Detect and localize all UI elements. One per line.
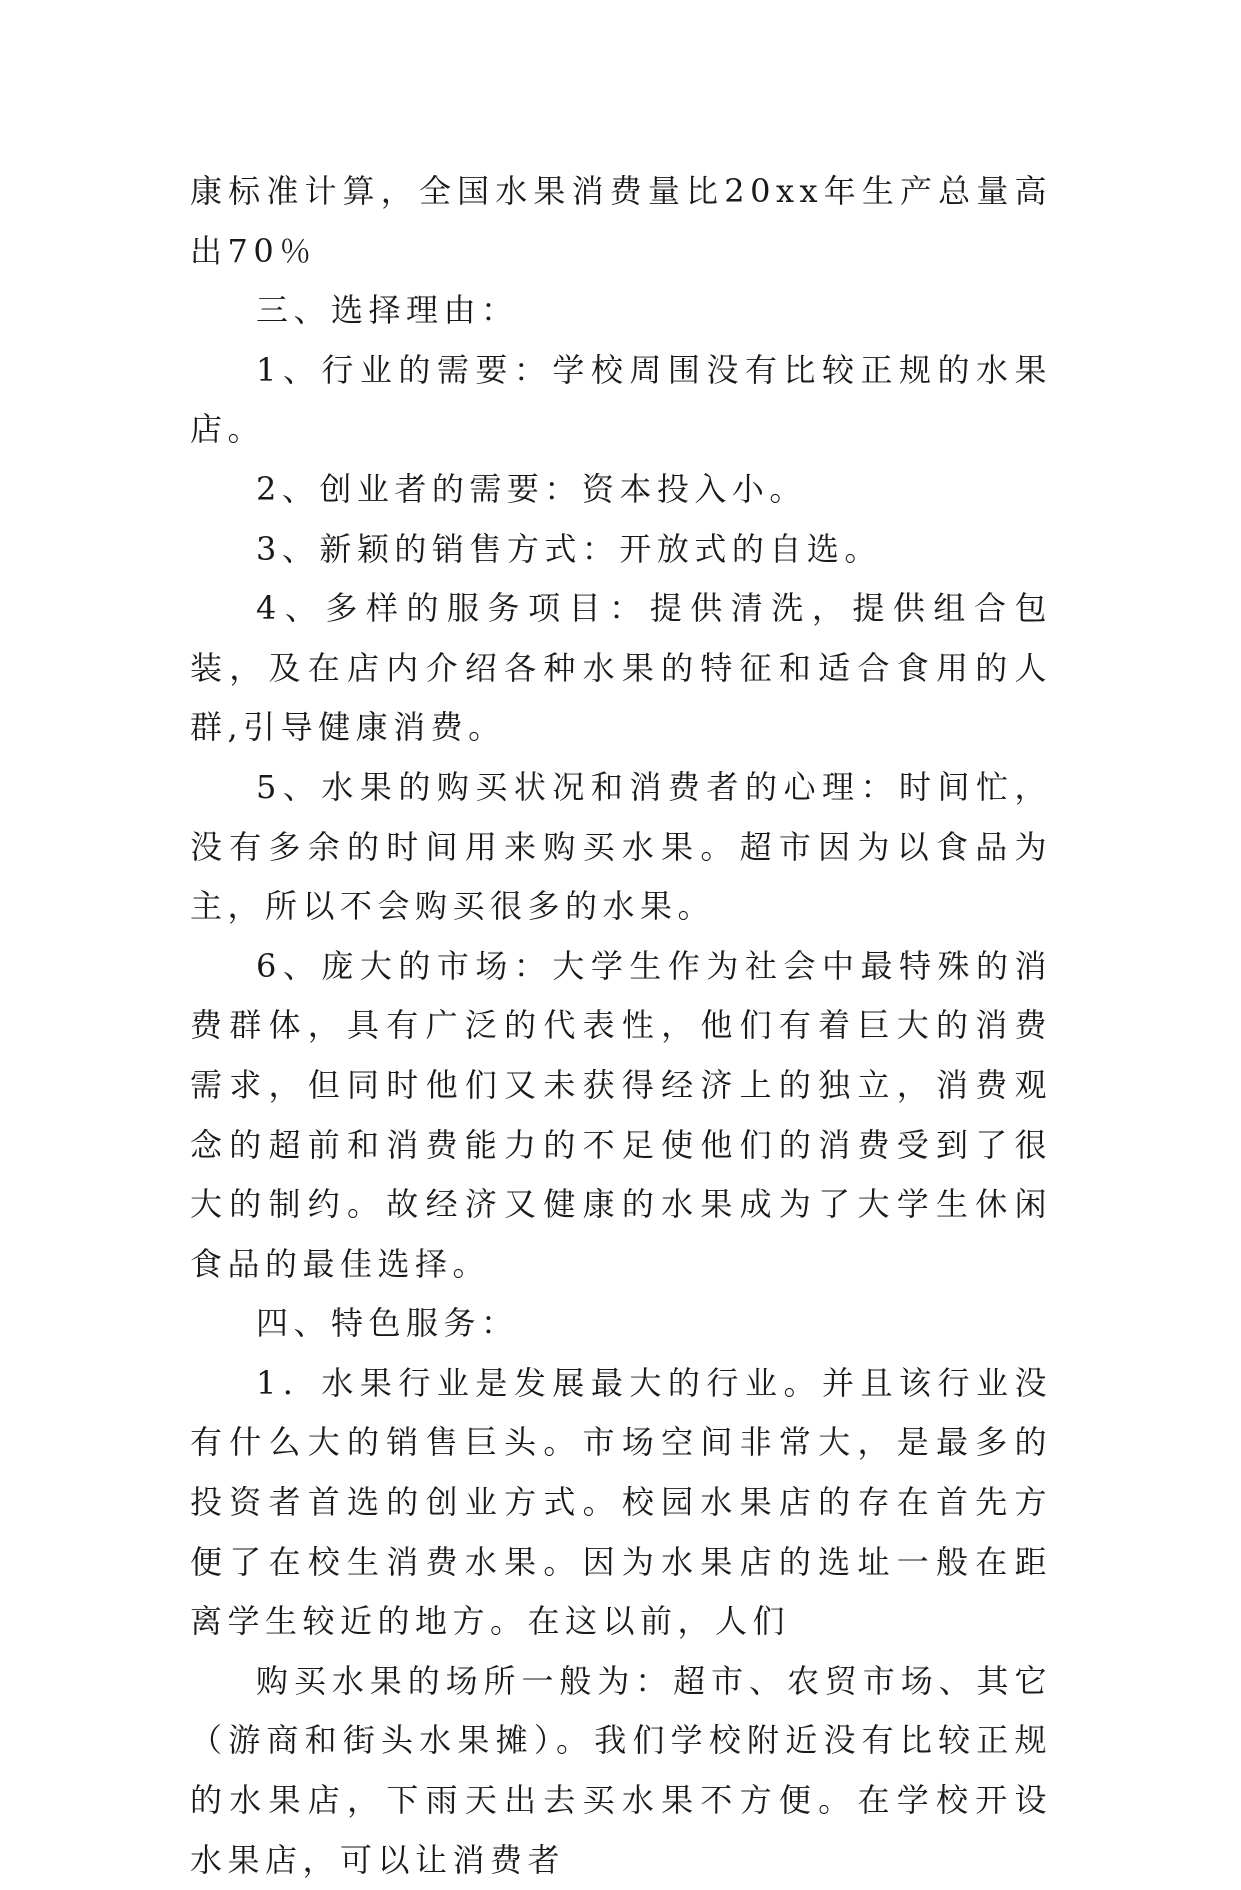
paragraph-continuation: 康标准计算，全国水果消费量比20xx年生产总量高出70％ <box>190 172 1052 270</box>
reason-item-6: 6、庞大的市场：大学生作为社会中最特殊的消费群体，具有广泛的代表性，他们有着巨大的消费需求，但同时他们又未获得经济上的独立，消费观念的超前和消费能力的不足使他们的消费受到了很大的制约。故经济又健康的水果成为了大学生休闲食品的最佳选择。 <box>190 946 1052 1283</box>
reason-item-3: 3、新颖的销售方式：开放式的自选。 <box>256 529 882 568</box>
reason-item-2: 2、创业者的需要：资本投入小。 <box>256 469 807 508</box>
section-heading-services: 四、特色服务： <box>256 1304 519 1343</box>
service-item-1: 1．水果行业是发展最大的行业。并且该行业没有什么大的销售巨头。市场空间非常大，是最多的投资者首选的创业方式。校园水果店的存在首先方便了在校生消费水果。因为水果店的选址一般在距离学生较近的地方。在这以前，人们 <box>190 1363 1052 1641</box>
reason-item-5: 5、水果的购买状况和消费者的心理：时间忙，没有多余的时间用来购买水果。超市因为以食品为主，所以不会购买很多的水果。 <box>190 767 1052 926</box>
paragraph-shopping-places: 购买水果的场所一般为：超市、农贸市场、其它（游商和街头水果摊）。我们学校附近没有比较正规的水果店，下雨天出去买水果不方便。在学校开设水果店，可以让消费者 <box>190 1661 1052 1879</box>
reason-item-1: 1、行业的需要：学校周围没有比较正规的水果店。 <box>190 350 1052 449</box>
section-heading-reasons: 三、选择理由： <box>256 291 519 330</box>
reason-item-4: 4、多样的服务项目：提供清洗，提供组合包装，及在店内介绍各种水果的特征和适合食用的人群,引导健康消费。 <box>190 589 1052 747</box>
document-body <box>190 162 1052 1890</box>
